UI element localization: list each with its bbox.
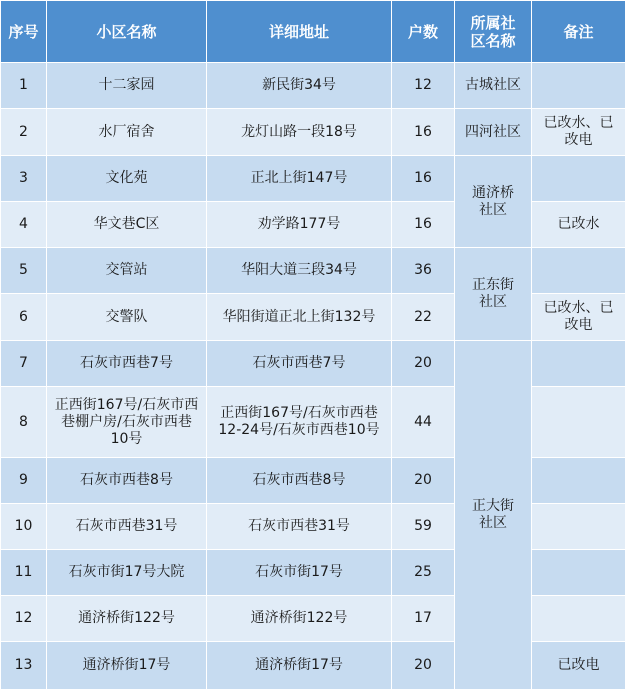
cell-address: 石灰市街17号 <box>207 550 392 596</box>
cell-name: 石灰市西巷8号 <box>47 458 207 504</box>
cell-households: 20 <box>392 642 455 690</box>
cell-community: 古城社区 <box>455 63 532 109</box>
cell-households: 12 <box>392 63 455 109</box>
cell-note: 已改水、已改电 <box>532 294 625 341</box>
table-row <box>1 248 625 294</box>
cell-note <box>532 504 625 550</box>
cell-seq: 1 <box>1 63 47 109</box>
cell-households: 36 <box>392 248 455 294</box>
cell-seq: 9 <box>1 458 47 504</box>
cell-community: 正东街社区 <box>455 248 532 341</box>
header-row <box>1 1 625 63</box>
header-community: 所属社区名称 <box>455 1 532 63</box>
cell-households: 16 <box>392 109 455 156</box>
header-seq: 序号 <box>1 1 47 63</box>
cell-seq: 11 <box>1 550 47 596</box>
table-row <box>1 550 625 596</box>
cell-address: 龙灯山路一段18号 <box>207 109 392 156</box>
cell-address: 石灰市西巷31号 <box>207 504 392 550</box>
table-row <box>1 341 625 387</box>
cell-seq: 7 <box>1 341 47 387</box>
cell-name: 石灰市街17号大院 <box>47 550 207 596</box>
cell-note <box>532 550 625 596</box>
cell-note <box>532 387 625 458</box>
cell-address: 通济桥街122号 <box>207 596 392 642</box>
cell-note <box>532 248 625 294</box>
cell-seq: 4 <box>1 202 47 248</box>
cell-name: 石灰市西巷31号 <box>47 504 207 550</box>
cell-seq: 6 <box>1 294 47 341</box>
header-name: 小区名称 <box>47 1 207 63</box>
table-row <box>1 596 625 642</box>
header-address: 详细地址 <box>207 1 392 63</box>
cell-address: 华阳街道正北上街132号 <box>207 294 392 341</box>
cell-community: 通济桥社区 <box>455 156 532 248</box>
table-row <box>1 294 625 341</box>
cell-note: 已改电 <box>532 642 625 690</box>
cell-name: 华文巷C区 <box>47 202 207 248</box>
cell-community: 四河社区 <box>455 109 532 156</box>
cell-note <box>532 63 625 109</box>
header-note: 备注 <box>532 1 625 63</box>
cell-seq: 5 <box>1 248 47 294</box>
cell-households: 59 <box>392 504 455 550</box>
cell-note: 已改水 <box>532 202 625 248</box>
table-row <box>1 458 625 504</box>
header-households: 户数 <box>392 1 455 63</box>
table-row <box>1 642 625 690</box>
cell-note <box>532 341 625 387</box>
cell-seq: 12 <box>1 596 47 642</box>
cell-note: 已改水、已改电 <box>532 109 625 156</box>
table-row <box>1 202 625 248</box>
cell-name: 正西街167号/石灰市西巷棚户房/石灰市西巷10号 <box>47 387 207 458</box>
table-row <box>1 387 625 458</box>
table-row <box>1 504 625 550</box>
cell-seq: 13 <box>1 642 47 690</box>
table-row <box>1 109 625 156</box>
cell-name: 文化苑 <box>47 156 207 202</box>
cell-name: 通济桥街122号 <box>47 596 207 642</box>
cell-name: 十二家园 <box>47 63 207 109</box>
cell-seq: 10 <box>1 504 47 550</box>
cell-address: 正北上街147号 <box>207 156 392 202</box>
cell-address: 劝学路177号 <box>207 202 392 248</box>
cell-note <box>532 596 625 642</box>
cell-households: 17 <box>392 596 455 642</box>
cell-community: 正大街社区 <box>455 341 532 690</box>
cell-households: 44 <box>392 387 455 458</box>
cell-households: 25 <box>392 550 455 596</box>
cell-seq: 8 <box>1 387 47 458</box>
cell-address: 正西街167号/石灰市西巷12-24号/石灰市西巷10号 <box>207 387 392 458</box>
table-row <box>1 63 625 109</box>
cell-address: 石灰市西巷8号 <box>207 458 392 504</box>
cell-households: 16 <box>392 202 455 248</box>
cell-address: 新民街34号 <box>207 63 392 109</box>
cell-name: 石灰市西巷7号 <box>47 341 207 387</box>
cell-households: 20 <box>392 458 455 504</box>
cell-households: 16 <box>392 156 455 202</box>
cell-households: 22 <box>392 294 455 341</box>
cell-address: 石灰市西巷7号 <box>207 341 392 387</box>
cell-seq: 3 <box>1 156 47 202</box>
cell-name: 通济桥街17号 <box>47 642 207 690</box>
cell-name: 交管站 <box>47 248 207 294</box>
cell-note <box>532 156 625 202</box>
cell-households: 20 <box>392 341 455 387</box>
cell-name: 交警队 <box>47 294 207 341</box>
cell-seq: 2 <box>1 109 47 156</box>
cell-note <box>532 458 625 504</box>
cell-name: 水厂宿舍 <box>47 109 207 156</box>
cell-address: 通济桥街17号 <box>207 642 392 690</box>
table-row <box>1 156 625 202</box>
cell-address: 华阳大道三段34号 <box>207 248 392 294</box>
